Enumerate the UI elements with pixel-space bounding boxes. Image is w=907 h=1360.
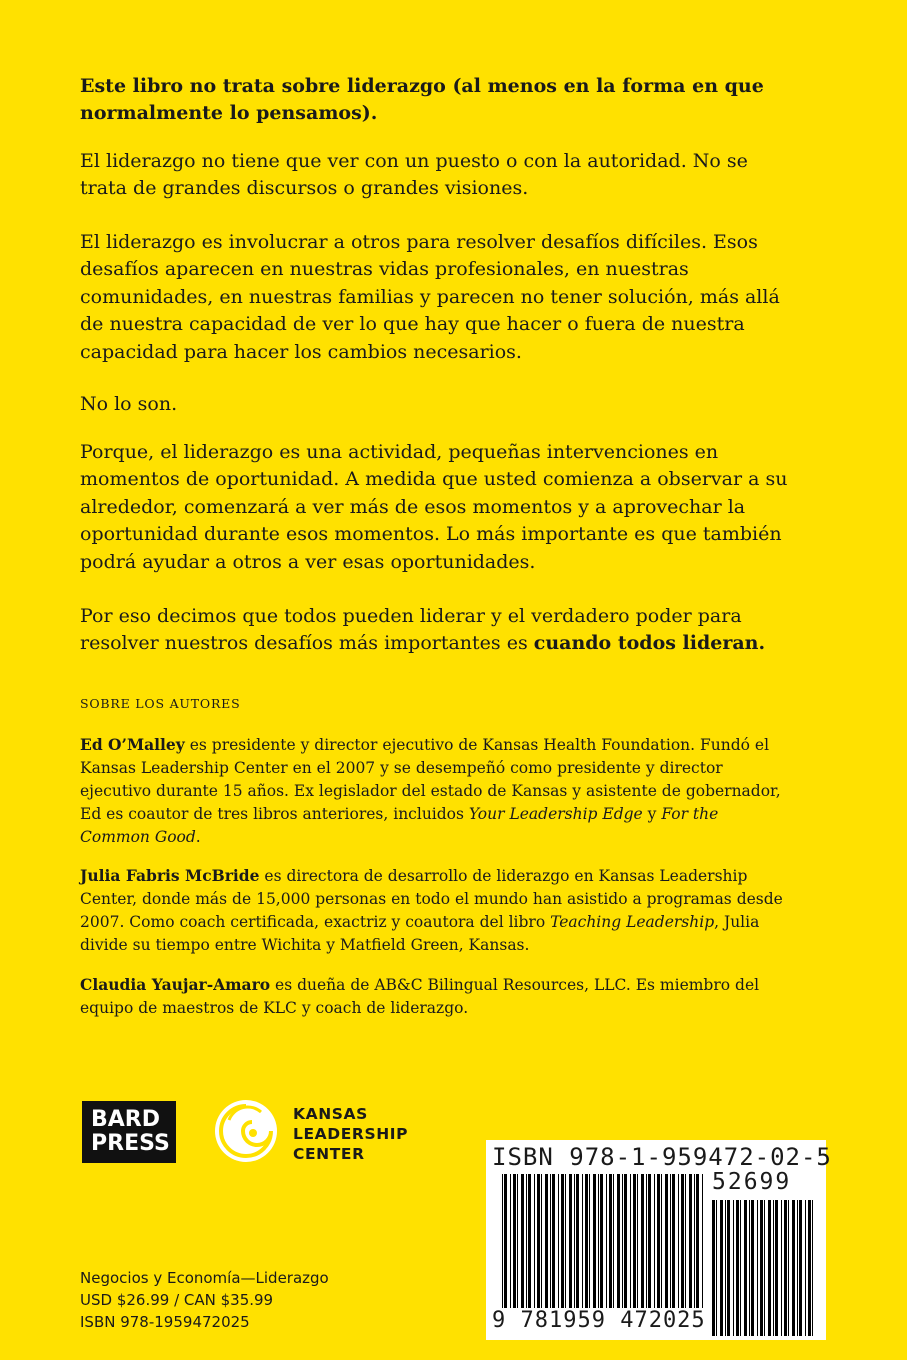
barcode-bar [665,1174,668,1308]
author-bio-julia [80,864,790,957]
authors-heading: SOBRE LOS AUTORES [80,696,241,711]
barcode-bar [654,1174,655,1308]
barcode-bar [521,1174,524,1308]
barcode-bar [773,1200,774,1336]
barcode-bar [545,1174,548,1308]
barcode-bar [781,1200,782,1336]
barcode-bar [526,1174,527,1308]
barcode-bar [716,1200,717,1336]
bard-logo-line: BARD [91,1107,160,1132]
paragraph-5 [80,603,790,658]
barcode-bar [694,1174,695,1308]
barcode-bar [764,1200,765,1336]
barcode-bar [517,1174,518,1308]
barcode-bar [736,1200,739,1336]
barcode-bar [799,1200,802,1336]
barcode-bar [720,1200,723,1336]
barcode-bar [757,1200,758,1336]
barcode-bar [681,1174,684,1308]
barcode-bar [768,1200,771,1336]
paragraph-3: No lo son. [80,393,178,415]
book-title: Your Leadership Edge [468,805,643,823]
klc-logo-text [293,1104,408,1164]
barcode-bar [585,1174,588,1308]
barcode-bar [740,1200,741,1336]
klc-logo-line: KANSAS [293,1105,368,1123]
footer-info [80,1267,329,1333]
author-bio-ed [80,733,790,849]
barcode-bar [528,1174,531,1308]
barcode-bar [606,1174,607,1308]
barcode-addon-number: 52699 [712,1169,792,1195]
barcode-bar [622,1174,623,1308]
barcode-bar [712,1200,715,1336]
barcode-bar [582,1174,583,1308]
price-label: USD $26.99 / CAN $35.99 [80,1291,274,1309]
paragraph-1: El liderazgo no tiene que ver con un puesto o con la autoridad. No se trata de grandes discursos o grandes visiones. [80,150,748,200]
barcode-bar [657,1174,660,1308]
barcode-bar [613,1174,614,1308]
book-title: Teaching Leadership [550,913,715,931]
barcode-bar [702,1174,703,1308]
bio-text: es dueña de AB&C Bilingual Resources, LLC. Es miembro del equipo de maestros de KLC y coach de liderazgo. [80,976,760,1017]
category-label: Negocios y Economía—Liderazgo [80,1269,329,1287]
author-name: Ed O’Malley [80,735,185,754]
barcode-bar [630,1174,631,1308]
barcode-bar [609,1174,612,1308]
paragraph-4: Porque, el liderazgo es una actividad, pequeñas intervenciones en momentos de oportunidad. A medida que usted comienza a observar a su alrededor, comenzará a ver más de esos momentos y a aprovechar la oportunidad durante esos momentos. Lo más importante es que también podrá ayudar a otros a ver esas oportunidades. [80,441,788,573]
barcode-bar [565,1174,566,1308]
barcode-bar [727,1200,730,1336]
barcode-bar [598,1174,599,1308]
barcode-bar [792,1200,795,1336]
book-title: For the Common Good [80,805,719,846]
barcode-bar [569,1174,572,1308]
bio-text: , Julia divide su tiempo entre Wichita y Matfield Green, Kansas. [80,913,760,954]
author-name: Claudia Yaujar-Amaro [80,975,271,994]
barcode-bar [733,1200,734,1336]
barcode-bar [685,1174,686,1308]
barcode-isbn-label: ISBN 978-1-959472-02-5 [492,1143,832,1171]
barcode-bar [775,1200,778,1336]
barcode-bar [648,1174,651,1308]
bard-press-logo [82,1101,176,1163]
isbn-barcode [486,1140,832,1340]
barcode-bar [749,1200,750,1336]
barcode-bar [558,1174,559,1308]
barcode-bar [760,1200,763,1336]
barcode-bar [725,1200,726,1336]
bard-logo-line: PRESS [91,1131,170,1156]
author-name: Julia Fabris McBride [80,866,260,885]
barcode-bar [537,1174,540,1308]
bio-text: es directora de desarrollo de liderazgo en Kansas Leadership Center, donde más de 15,000 personas en todo el mundo han asistido a programas desde 2007. Como coach certificada, exactriz y coautora del libro [80,867,783,931]
bio-text: y [642,805,662,823]
barcode-bar [646,1174,647,1308]
barcode-bar [576,1174,579,1308]
paragraph-5-text: Por eso decimos que todos pueden liderar y el verdadero poder para resolver nuestros desafíos más importantes es [80,605,742,655]
barcode-bar [805,1200,806,1336]
barcode-bar [689,1174,692,1308]
barcode-bar [751,1200,754,1336]
barcode-digits: 9 781959 472025 [492,1308,706,1333]
barcode-bar [670,1174,671,1308]
barcode-bar [637,1174,638,1308]
barcode-bar [534,1174,535,1308]
barcode-bar [617,1174,620,1308]
klc-logo-line: CENTER [293,1145,365,1163]
barcode-bar [744,1200,747,1336]
klc-logo-line: LEADERSHIP [293,1125,409,1143]
barcode-bar [696,1174,699,1308]
barcode-bar [624,1174,627,1308]
barcode-bar [788,1200,789,1336]
barcode-bar [812,1200,813,1336]
paragraph-2: El liderazgo es involucrar a otros para resolver desafíos difíciles. Esos desafíos aparecen en nuestras vidas profesionales, en nuestras comunidades, en nuestras familias y parecen no tener solución, más allá de nuestra capacidad de ver lo que hay que hacer o fuera de nuestra capacidad para hacer los cambios necesarios. [80,231,780,363]
author-bio-claudia [80,973,790,1020]
paragraph-5-emphasis: cuando todos lideran. [533,632,766,655]
barcode-bar [550,1174,551,1308]
barcode-bar [561,1174,564,1308]
barcode-bar [633,1174,636,1308]
barcode-bar [797,1200,798,1336]
barcode-bar [784,1200,787,1336]
barcode-bar [541,1174,542,1308]
bio-text: es presidente y director ejecutivo de Kansas Health Foundation. Fundó el Kansas Leadership Center en el 2007 y se desempeñó como presidente y director ejecutivo durante 15 años. Ex legislador del estado de Kansas y asistente de gobernador, Ed es coautor de tres libros anteriores, incluidos [80,736,781,823]
barcode-bar [552,1174,555,1308]
barcode-bar [589,1174,590,1308]
klc-swirl-icon [213,1098,279,1164]
barcode-bar [678,1174,679,1308]
barcode-bar [574,1174,575,1308]
isbn-label: ISBN 978-1959472025 [80,1313,250,1331]
barcode-bar [641,1174,644,1308]
bio-text: . [195,828,201,846]
barcode-bar [808,1200,811,1336]
barcode-bar [661,1174,662,1308]
barcode-bar [672,1174,675,1308]
barcode-bar [510,1174,511,1308]
barcode-bar [513,1174,516,1308]
barcode-bar [502,1174,503,1308]
barcode-bar [593,1174,596,1308]
barcode-bar [600,1174,603,1308]
lead-statement: Este libro no trata sobre liderazgo (al menos en la forma en que normalmente lo pensamos). [80,75,764,125]
barcode-bar [504,1174,507,1308]
